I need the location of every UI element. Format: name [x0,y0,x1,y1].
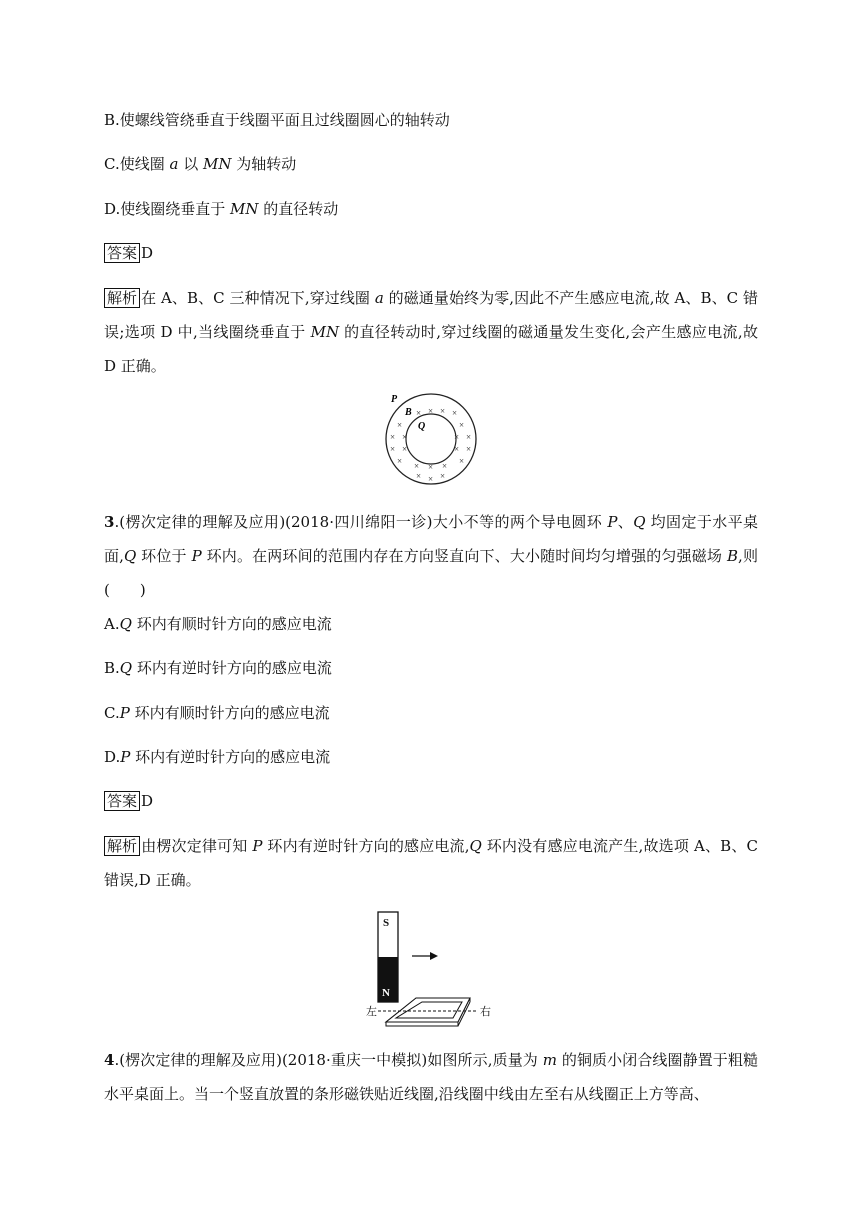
magnet-coil-diagram [366,910,506,1028]
q2-option-b: B.使螺线管绕垂直于线圈平面且过线圈圆心的轴转动 [104,111,450,129]
q3-option-a: A.Q 环内有顺时针方向的感应电流 [104,615,332,633]
field-cross-mark: × [397,456,403,466]
q2-option-d: D.使线圈绕垂直于 MN 的直径转动 [104,200,339,218]
ring-field-figure [383,391,479,487]
ring-field-diagram [383,391,479,487]
q3-option-c: C.P 环内有顺时针方向的感应电流 [104,704,330,722]
field-cross-mark: × [402,432,408,442]
label-n: N [382,987,390,999]
field-cross-mark: × [459,456,465,466]
field-cross-mark: × [442,461,448,471]
label-b: B [405,407,412,418]
q3-stem: 3.(楞次定律的理解及应用)(2018·四川绵阳一诊)大小不等的两个导电圆环 P、Q 均固定于水平桌面,Q 环位于 P 环内。在两环间的范围内存在方向竖直向下、大小随时间均匀增强的匀强磁场 B,则( ) [104,513,758,599]
field-cross-mark: × [416,408,422,418]
field-cross-mark: × [416,471,422,481]
coil-edge [386,1022,458,1026]
label-s: S [383,917,390,929]
label-right: 右 [480,1006,491,1018]
field-cross-mark: × [466,432,472,442]
q2-option-c: C.使线圈 a 以 MN 为轴转动 [104,155,297,173]
field-cross-mark: × [454,444,460,454]
q2-answer: 答案 D [104,243,153,263]
field-cross-mark: × [390,432,396,442]
analysis-tag: 解析 [104,836,140,856]
q3-answer: 答案 D [104,791,153,811]
field-cross-mark: × [428,474,434,484]
analysis-tag: 解析 [104,288,140,308]
label-q: Q [418,421,426,432]
field-cross-mark: × [402,444,408,454]
arrow-head [430,952,438,960]
field-cross-mark: × [428,462,434,472]
field-cross-mark: × [459,420,465,430]
answer-tag: 答案 [104,791,140,811]
magnet-coil-figure [366,910,506,1028]
q3-option-b: B.Q 环内有逆时针方向的感应电流 [104,659,332,677]
field-cross-mark: × [397,420,403,430]
q3-option-d: D.P 环内有逆时针方向的感应电流 [104,748,331,766]
q2-analysis: 解析 在 A、B、C 三种情况下,穿过线圈 a 的磁通量始终为零,因此不产生感应电流,故 A、B、C 错误;选项 D 中,当线圈绕垂直于 MN 的直径转动时,穿过线圈的磁通量发生变化,会产生感应电流,故 D 正确。 [104,289,759,375]
field-cross-mark: × [414,461,420,471]
field-cross-mark: × [440,406,446,416]
label-left: 左 [366,1006,377,1018]
answer-tag: 答案 [104,243,140,263]
field-cross-mark: × [454,432,460,442]
field-cross-mark: × [428,406,434,416]
q4-stem: 4.(楞次定律的理解及应用)(2018·重庆一中模拟)如图所示,质量为 m 的铜质小闭合线圈静置于粗糙水平桌面上。当一个竖直放置的条形磁铁贴近线圈,沿线圈中线由左至右从线圈正上方等高、 [104,1051,758,1103]
field-cross-mark: × [440,471,446,481]
q3-analysis: 解析 由楞次定律可知 P 环内有逆时针方向的感应电流,Q 环内没有感应电流产生,故选项 A、B、C 错误,D 正确。 [104,837,758,889]
field-cross-mark: × [452,408,458,418]
field-cross-mark: × [390,444,396,454]
field-cross-mark: × [466,444,472,454]
label-p: P [391,394,398,405]
